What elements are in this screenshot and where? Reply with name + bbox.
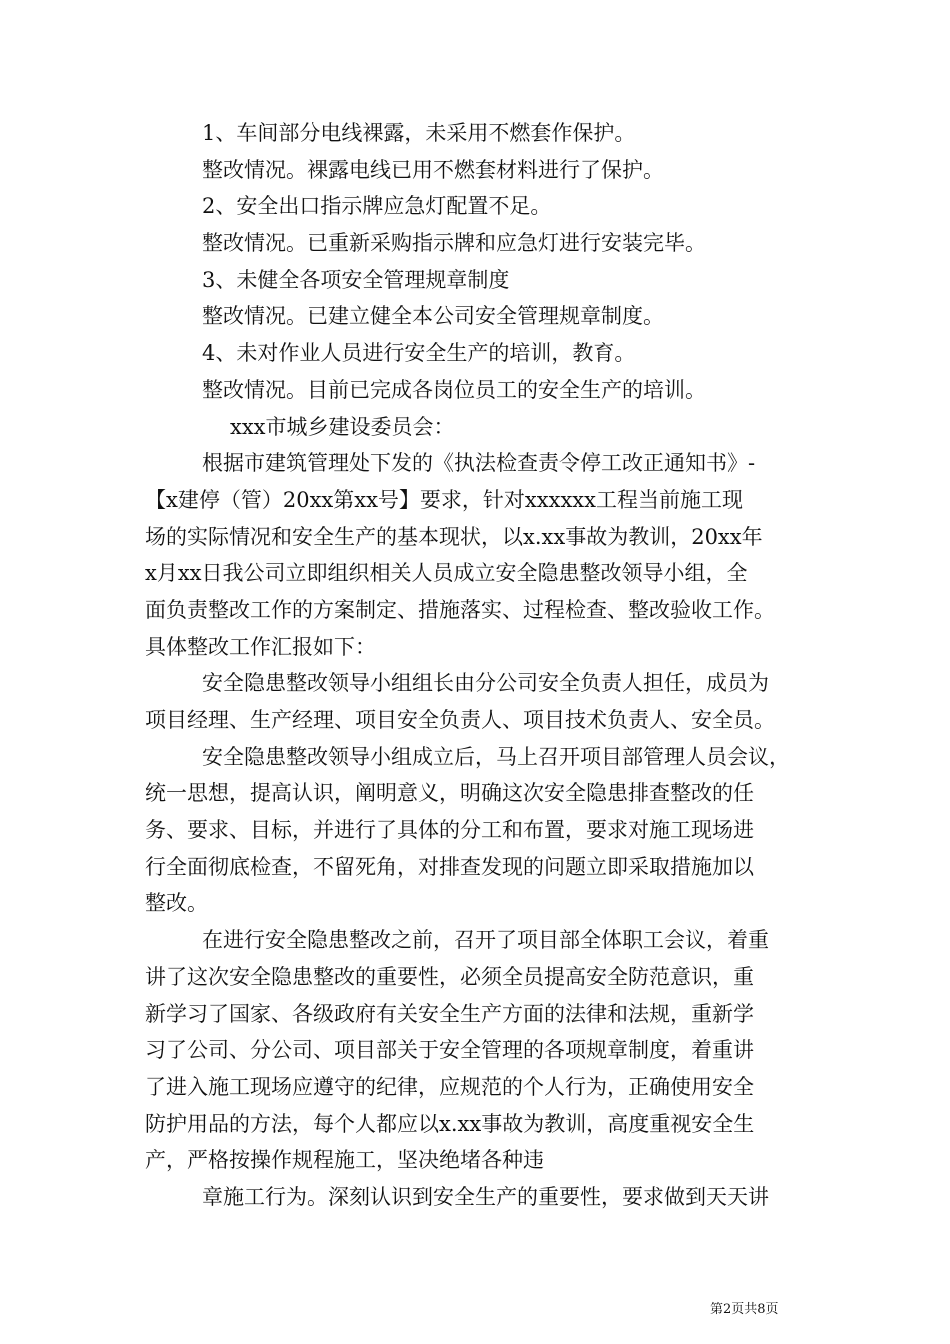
- paragraph-line: x月xx日我公司立即组织相关人员成立安全隐患整改领导小组，全: [145, 561, 748, 586]
- paragraph-line: 习了公司、分公司、项目部关于安全管理的各项规章制度，着重讲: [145, 1038, 754, 1063]
- paragraph-line: 具体整改工作汇报如下：: [145, 634, 376, 659]
- fix-item-3: 整改情况。已建立健全本公司安全管理规章制度。: [202, 304, 664, 329]
- paragraph-line: 务、要求、目标，并进行了具体的分工和布置，要求对施工现场进: [145, 818, 754, 843]
- paragraph-line: 场的实际情况和安全生产的基本现状，以x.xx事故为教训，20xx年: [145, 524, 763, 549]
- paragraph-line: 讲了这次安全隐患整改的重要性，必须全员提高安全防范意识，重: [145, 964, 754, 989]
- paragraph-line: 防护用品的方法，每个人都应以x.xx事故为教训，高度重视安全生: [145, 1111, 755, 1136]
- issue-item-4: 4、未对作业人员进行安全生产的培训，教育。: [202, 341, 636, 366]
- paragraph-line: 章施工行为。深刻认识到安全生产的重要性，要求做到天天讲: [202, 1184, 769, 1209]
- paragraph-line: 了进入施工现场应遵守的纪律，应规范的个人行为，正确使用安全: [145, 1074, 754, 1099]
- paragraph-line: 项目经理、生产经理、项目安全负责人、项目技术负责人、安全员。: [145, 708, 775, 732]
- paragraph-line: 安全隐患整改领导小组组长由分公司安全负责人担任，成员为: [202, 671, 769, 696]
- paragraph-line: 面负责整改工作的方案制定、措施落实、过程检查、整改验收工作。: [145, 597, 775, 622]
- paragraph-line: 产，严格按操作规程施工，坚决绝堵各种违: [145, 1148, 544, 1173]
- fix-item-4: 整改情况。目前已完成各岗位员工的安全生产的培训。: [202, 377, 706, 402]
- paragraph-line: 新学习了国家、各级政府有关安全生产方面的法律和法规，重新学: [145, 1001, 754, 1026]
- issue-item-3: 3、未健全各项安全管理规章制度: [202, 267, 510, 292]
- paragraph-line: 【x建停（管）20xx第xx号】要求，针对xxxxxx工程当前施工现: [145, 487, 743, 512]
- fix-item-2: 整改情况。已重新采购指示牌和应急灯进行安装完毕。: [202, 231, 706, 256]
- issue-item-2: 2、安全出口指示牌应急灯配置不足。: [202, 194, 552, 219]
- fix-item-1: 整改情况。裸露电线已用不燃套材料进行了保护。: [202, 157, 664, 182]
- paragraph-line: 在进行安全隐患整改之前，召开了项目部全体职工会议，着重: [202, 928, 769, 953]
- paragraph-line: 统一思想，提高认识，阐明意义，明确这次安全隐患排查整改的任: [145, 781, 754, 806]
- paragraph-line: 整改。: [145, 891, 208, 916]
- salutation: xxx市城乡建设委员会：: [230, 414, 455, 439]
- issue-item-1: 1、车间部分电线裸露，未采用不燃套作保护。: [202, 121, 636, 145]
- paragraph-line: 根据市建筑管理处下发的《执法检查责令停工改正通知书》-: [202, 451, 756, 476]
- paragraph-line: 行全面彻底检查，不留死角，对排查发现的问题立即采取措施加以: [145, 854, 754, 879]
- document-body: [145, 115, 815, 1216]
- paragraph-line: 安全隐患整改领导小组成立后，马上召开项目部管理人员会议，: [202, 744, 790, 769]
- page-number: 第2页共8页: [710, 1302, 779, 1317]
